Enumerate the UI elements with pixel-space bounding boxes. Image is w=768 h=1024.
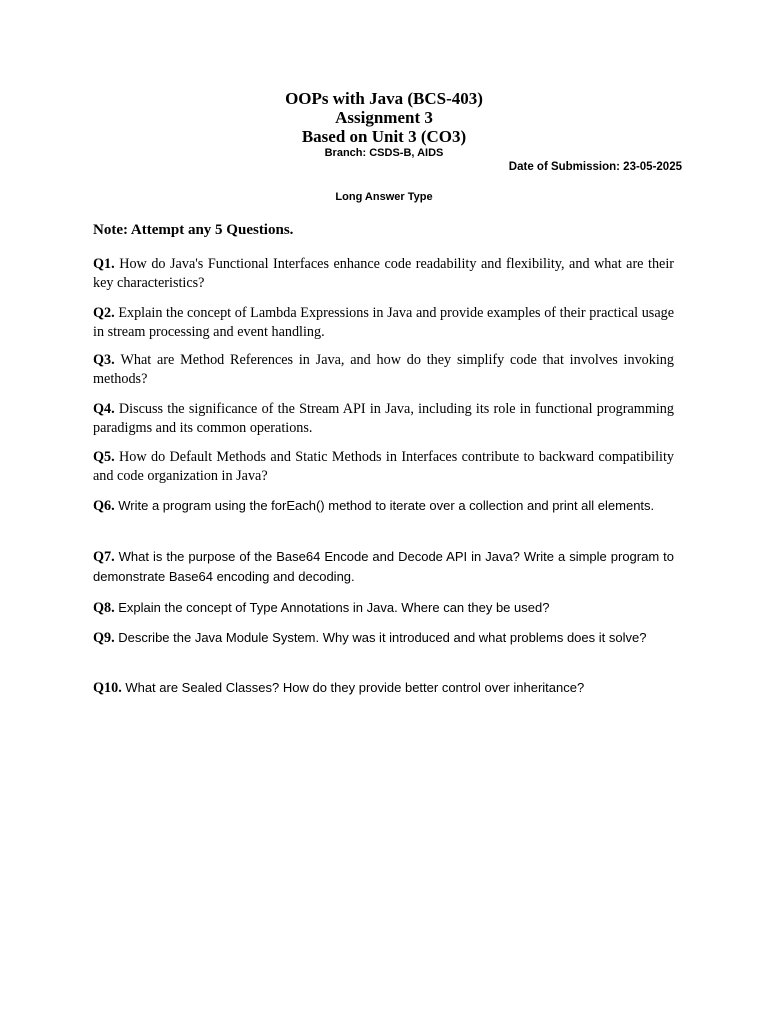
question-number: Q5. (93, 449, 115, 465)
question-number: Q4. (93, 401, 115, 417)
question-8 (93, 598, 674, 618)
question-number: Q9. (93, 630, 115, 646)
question-text: How do Java's Functional Interfaces enhance code readability and flexibility, and what are their key characteristics? (93, 256, 675, 291)
question-text: Describe the Java Module System. Why was it introduced and what problems does it solve? (118, 630, 647, 645)
question-text: Explain the concept of Lambda Expressions in Java and provide examples of their practical usage in stream processing and event handling. (93, 305, 675, 340)
assignment-title: Assignment 3 (335, 108, 433, 127)
question-text: What are Sealed Classes? How do they provide better control over inheritance? (125, 680, 585, 695)
question-3 (93, 351, 674, 389)
question-number: Q3. (93, 352, 115, 368)
question-number: Q6. (93, 498, 115, 514)
question-2 (93, 304, 674, 342)
question-1 (93, 255, 674, 293)
instruction-note: Note: Attempt any 5 Questions. (93, 222, 294, 238)
question-text: What are Method References in Java, and how do they simplify code that involves invoking methods? (93, 352, 674, 387)
question-9 (93, 628, 674, 648)
question-number: Q1. (93, 256, 115, 272)
question-text: Discuss the significance of the Stream API in Java, including its role in functional programming paradigms and its common operations. (93, 401, 674, 436)
question-text: Explain the concept of Type Annotations in Java. Where can they be used? (118, 600, 550, 615)
branch-label: Branch: CSDS-B, AIDS (324, 147, 444, 159)
section-heading: Long Answer Type (335, 191, 433, 203)
question-6 (93, 496, 674, 516)
question-number: Q8. (93, 600, 115, 616)
question-text: How do Default Methods and Static Methods in Interfaces contribute to backward compatibility and code organization in Java? (93, 449, 675, 484)
question-10 (93, 678, 674, 698)
question-4 (93, 400, 674, 438)
question-text: What is the purpose of the Base64 Encode and Decode API in Java? Write a simple program to demonstrate Base64 encoding and decoding. (93, 549, 675, 584)
question-7 (93, 547, 674, 587)
question-number: Q7. (93, 549, 115, 565)
unit-title: Based on Unit 3 (CO3) (301, 127, 467, 146)
question-number: Q10. (93, 680, 122, 696)
course-title: OOPs with Java (BCS-403) (285, 89, 483, 108)
submission-date: Date of Submission: 23-05-2025 (508, 161, 682, 173)
question-5 (93, 448, 674, 486)
question-text: Write a program using the forEach() method to iterate over a collection and print all elements. (118, 498, 655, 513)
question-number: Q2. (93, 305, 115, 321)
